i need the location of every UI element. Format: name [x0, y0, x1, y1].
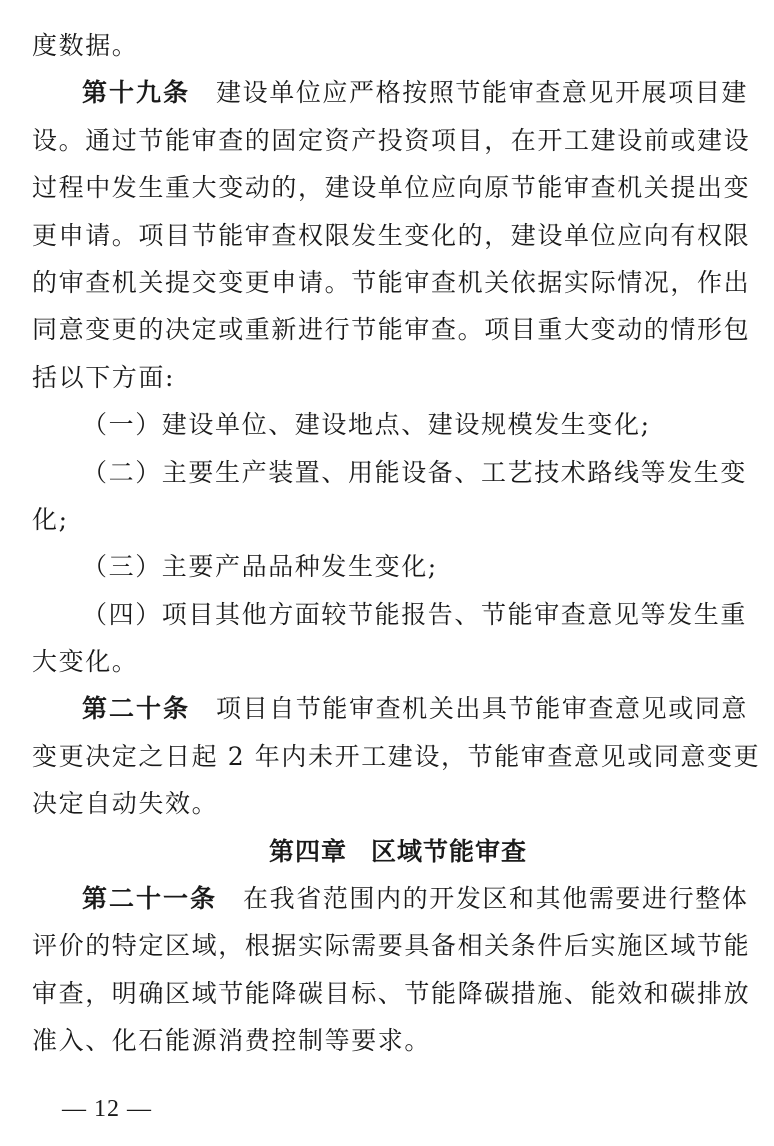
text-line: 准入、化石能源消费控制等要求。: [32, 1026, 432, 1056]
text-line: 变更决定之日起 2 年内未开工建设，节能审查意见或同意变更: [32, 741, 761, 771]
text-line: 的审查机关提交变更申请。节能审查机关依据实际情况，作出: [32, 267, 751, 297]
chapter-title: 区域节能审查: [371, 836, 528, 866]
text-line: 项目自节能审查机关出具节能审查意见或同意: [216, 694, 749, 724]
text-line: 决定自动失效。: [32, 789, 219, 819]
text-line: 过程中发生重大变动的，建设单位应向原节能审查机关提出变: [32, 173, 751, 203]
chapter-heading: [32, 828, 744, 875]
article-21-label: 第二十一条: [82, 884, 218, 914]
body-text: [32, 22, 761, 1065]
text-line: 评价的特定区域，根据实际需要具备相关条件后实施区域节能: [32, 931, 751, 961]
article-20-first-line: [32, 685, 749, 732]
list-item-3: （三）主要产品品种发生变化;: [82, 552, 438, 582]
page-number: — 12 —: [62, 1096, 152, 1122]
article-21-first-line: [32, 875, 749, 922]
article-19-first-line: [32, 69, 749, 116]
chapter-number: 第四章: [268, 836, 347, 866]
text-line: 括以下方面:: [32, 362, 176, 392]
list-item-1: （一）建设单位、建设地点、建设规模发生变化;: [82, 410, 651, 440]
text-line: 在我省范围内的开发区和其他需要进行整体: [243, 884, 749, 914]
text-line: 建设单位应严格按照节能审查意见开展项目建: [216, 78, 749, 108]
text-line: 设。通过节能审查的固定资产投资项目，在开工建设前或建设: [32, 125, 751, 155]
article-20-label: 第二十条: [82, 694, 191, 724]
text-line: 更申请。项目节能审查权限发生变化的，建设单位应向有权限: [32, 220, 751, 250]
text-line: 大变化。: [32, 647, 139, 677]
text-line: 化;: [32, 504, 69, 534]
text-line: 度数据。: [32, 31, 139, 60]
text-line: 审查，明确区域节能降碳目标、节能降碳措施、能效和碳排放: [32, 978, 751, 1008]
list-item-4: （四）项目其他方面较节能报告、节能审查意见等发生重: [82, 599, 748, 629]
article-19-label: 第十九条: [82, 78, 191, 108]
list-item-2: （二）主要生产装置、用能设备、工艺技术路线等发生变: [82, 457, 748, 487]
text-line: 同意变更的决定或重新进行节能审查。项目重大变动的情形包: [32, 315, 751, 345]
